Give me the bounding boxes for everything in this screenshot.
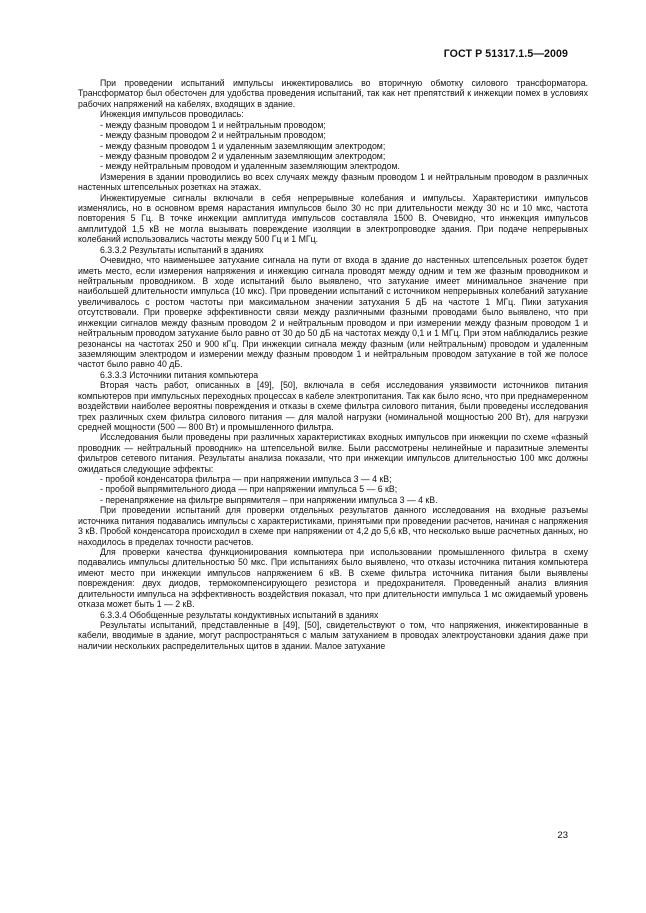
paragraph: Исследования были проведены при различных характеристиках входных импульсов при инжекции по схеме «фазный проводник — нейтральный проводник» на штепсельной вилке. Были рассмотрены нелинейные и паразитные элементы фильтров сетевого питания. Результаты анализа показали, что при инжекции импульсов длительностью 100 мкс должны ожидаться следующие эффекты: <box>78 432 588 474</box>
paragraph: Результаты испытаний, представленные в [49], [50], свидетельствуют о том, что напряжения, инжектированные в кабели, вводимые в здание, могут распространяться с малым затуханием в проводах электроустановки здания даже при наличии нескольких распределительных щитов в здании. Малое затухание <box>78 619 588 651</box>
paragraph: Инжекция импульсов проводилась: <box>100 109 244 120</box>
section-heading: 6.3.3.2 Результаты испытаний в зданиях <box>100 244 264 255</box>
paragraph: Инжектируемые сигналы включали в себя непрерывные колебания и импульсы. Характеристики импульсов изменялись, но в основном время нарастания импульсов было 30 нс при длительности между 30 нс и 10 мкс, частота повторения 5 Гц. В точке инжекции амплитуда импульсов составляла 1500 В. Очевидно, что инжекция импульсов амплитудой 1,5 кВ не могла вызывать повреждение изоляции в электропроводке здания. При подаче непрерывных колебаний использовались частоты между 500 Гц и 1 МГц. <box>78 192 588 245</box>
list-item: - между фазным проводом 2 и удаленным заземляющим электродом; <box>100 150 386 161</box>
list-item: - между нейтральным проводом и удаленным заземляющим электродом. <box>100 161 400 172</box>
document-id-header: ГОСТ Р 51317.1.5—2009 <box>443 48 568 60</box>
paragraph: Для проверки качества функционирования компьютера при использовании промышленного фильтра в схему подавались импульсы длительностью 50 мкс. При испытаниях было выявлено, что отказы источника питания компьютера имеют место при инжекции импульсов напряжением 6 кВ. В схеме фильтра источника питания были выявлены повреждения: двух диодов, термокомпенсирующего резистора и предохранителя. Проведенный анализ влияния длительности импульса на эффективность воздействия показал, что при длительности импульса 1 мс ожидаемый уровень отказа может быть 1 — 2 кВ. <box>78 546 588 610</box>
section-heading: 6.3.3.4 Обобщенные результаты кондуктивных испытаний в зданиях <box>100 609 379 620</box>
list-item: - пробой конденсатора фильтра — при напряжении импульса 3 — 4 кВ; <box>100 474 392 485</box>
list-item: - между фазным проводом 1 и нейтральным проводом; <box>100 119 326 130</box>
list-item: - между фазным проводом 2 и нейтральным проводом; <box>100 130 326 141</box>
paragraph: При проведении испытаний для проверки отдельных результатов данного исследования на входные разъемы источника питания подавались импульсы с характеристиками, принятыми при проведении расчетов, начиная с напряжения 3 кВ. Пробой конденсатора происходил в схеме при напряжении от 4,2 до 5,6 кВ, что несколько выше расчетных данных, но находилось в пределах точности расчетов. <box>78 505 588 547</box>
section-heading: 6.3.3.3 Источники питания компьютера <box>100 369 259 380</box>
list-item: - пробой выпрямительного диода — при напряжении импульса 5 — 6 кВ; <box>100 484 398 495</box>
paragraph: Очевидно, что наименьшее затухание сигнала на пути от входа в здание до настенных штепсельных розеток будет иметь место, если измерения напряжения и инжекцию сигнала проводят между одним и тем же фазным проводником и нейтральным проводником. В ходе испытаний было выявлено, что затухание имеет минимальное значение при наибольшей длительности импульса (10 мкс). При проведении испытаний с источником непрерывных колебаний затухание увеличивалось с ростом частоты при максимальном значении затухания 5 дБ на частоте 1 МГц. Пики затухания отсутствовали. При проверке эффективности связи между различными фазными проводами было выявлено, что при инжекции сигналов между фазным проводом 2 и нейтральным проводом и при измерении между фазным проводом 1 и нейтральным проводом затухание было равно от 30 до 50 дБ на частотах между 0,1 и 1 МГц. При этом наблюдались резкие резонансы на частотах 250 и 900 кГц. При инжекции сигнала между фазным (или нейтральным) проводом и удаленным заземляющим электродом и измерении между фазным проводом 1 и нейтральным проводом затухание в той же полосе частот было равно 40 дБ. <box>78 255 588 370</box>
paragraph: Измерения в здании проводились во всех случаях между фазным проводом 1 и нейтральным проводом в различных настенных штепсельных розетках на этажах. <box>78 171 588 193</box>
list-item: - перенапряжение на фильтре выпрямителя – при напряжении импульса 3 — 4 кВ. <box>100 494 438 505</box>
page-number: 23 <box>557 830 568 841</box>
list-item: - между фазным проводом 1 и удаленным заземляющим электродом; <box>100 140 386 151</box>
paragraph: При проведении испытаний импульсы инжектировались во вторичную обмотку силового трансформатора. Трансформатор был обесточен для удобства проведения испытаний, так как нет препятствий к инжекции помех в условиях рабочих напряжений на кабелях, входящих в здание. <box>78 78 588 109</box>
page-body <box>78 78 588 651</box>
paragraph: Вторая часть работ, описанных в [49], [50], включала в себя исследования уязвимости источников питания компьютеров при импульсных переходных процессах в кабеле электропитания. Так как было ясно, что при преднамеренном воздействии наиболее вероятны повреждения и отказы в схеме фильтра силового питания, были проведены исследования трех различных схем фильтра силового питания — для малой нагрузки (номинальной мощностью 200 Вт), для нагрузки средней мощности (500 — 800 Вт) и промышленного фильтра. <box>78 380 588 432</box>
